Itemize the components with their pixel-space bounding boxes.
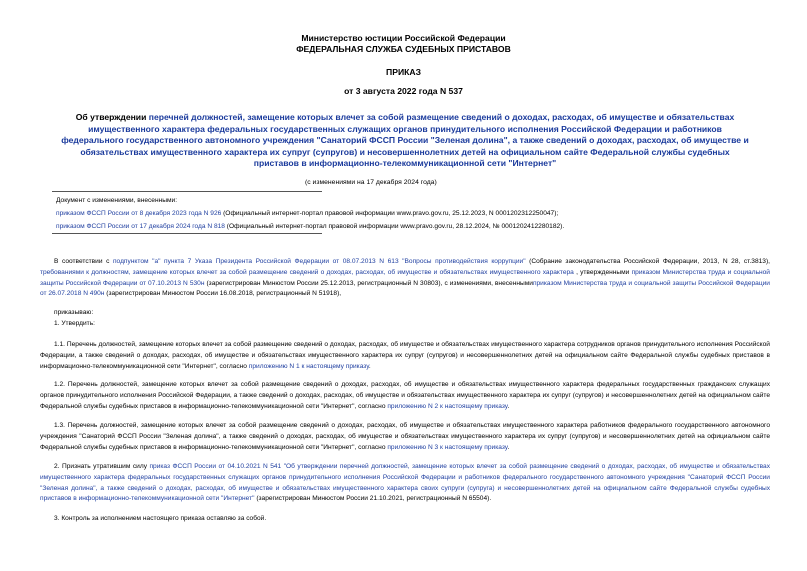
changes-block — [56, 194, 776, 233]
preamble-text: В соответствии с — [54, 258, 113, 265]
preamble-text: (Собрание законодательства Российской Федерации, 2013, N 28, ст.3813), — [525, 258, 770, 265]
item-2-end: (зарегистрирован Минюстом России 21.10.2021, регистрационный N 65504). — [254, 495, 492, 503]
item-2-text: 2. Признать утратившим силу — [54, 463, 150, 470]
appendix-2-link[interactable]: приложению N 2 к настоящему приказу — [387, 402, 508, 410]
appendix-3-link[interactable]: приложению N 3 к настоящему приказу — [387, 443, 508, 451]
item-1-2-text: 1.2. Перечень должностей, замещение которых влечет за собой размещение сведений о доходах, расходах, об имуществе и обязательствах имущественного характера федеральных государственных гражданских служащих органов принудительного исполнения Российской Федерации, а также сведений о доходах, расходах, об имуществе и обязательствах имущественного характера их супруг (супругов) и несовершеннолетних детей на официальном сайте Федеральной службы судебных приставов в информационно-телекоммуникационной сети "Интернет", согласно — [40, 381, 770, 410]
change-text-1: (Официальный интернет-портал правовой информации www.pravo.gov.ru, 25.12.2023, N 0001202312250047); — [221, 210, 559, 217]
preamble-link-order-490n[interactable]: приказом Министерства труда и социальной защиты Российской Федерации от 26.07.2018 N 490н — [40, 279, 770, 298]
ministry-name: Министерство юстиции Российской Федерации — [301, 33, 506, 43]
service-name: ФЕДЕРАЛЬНАЯ СЛУЖБА СУДЕБНЫХ ПРИСТАВОВ — [296, 44, 511, 54]
document-date-number: от 3 августа 2022 года N 537 — [344, 86, 463, 96]
change-item — [56, 220, 776, 233]
item-1-1-end: . — [368, 362, 371, 370]
document-title — [60, 112, 750, 170]
item-1-2 — [40, 380, 770, 412]
item-1-3-text: 1.3. Перечень должностей, замещение которых влечет за собой размещение сведений о доходах, расходах, об имуществе и обязательствах имущественного характера работников федерального государственного автономного учреждения "Санаторий ФССП России "Зеленая долина", а также сведений о доходах, расходах, об имуществе и обязательствах имущественного характера их супруг (супругов) и несовершеннолетних детей на официальном сайте Федеральной службы судебных приставов в информационно-телекоммуникационной сети "Интернет", согласно — [40, 422, 770, 451]
preamble-text: , утвержденными — [573, 268, 632, 276]
item-3: 3. Контроль за исполнением настоящего приказа оставляю за собой. — [54, 515, 267, 522]
preamble-text: (зарегистрирован Минюстом России 25.12.2013, регистрационный N 30803), с изменениями, внесенными — [204, 279, 533, 287]
item-1-1 — [40, 340, 770, 372]
preamble-paragraph — [40, 257, 770, 300]
repealed-order-link[interactable]: приказ ФССП России от 04.10.2021 N 541 "Об утверждении перечней должностей, замещение которых влечет за собой размещение сведений о доходах, расходах, об имуществе и обязательствах имущественного характера федеральных государственных служащих органов принудительного исполнения Российской Федерации и работников федерального государственного автономного учреждения "Санаторий ФССП России "Зеленая долина", а также сведений о доходах, расходах, об имуществе и обязательствах имущественного характера своих супруги (супруга) и несовершеннолетних детей на официальном сайте Федеральной службы судебных приставов в информационно-телекоммуникационной сети "Интернет" — [40, 463, 770, 503]
preamble-link-requirements[interactable]: требованиями к должностям, замещение которых влечет за собой размещение сведений о доходах, расходах, об имуществе и обязательствах имущественного характера — [40, 268, 574, 276]
item-1-1-text: 1.1. Перечень должностей, замещение которых влечет за собой размещение сведений о доходах, расходах, об имуществе и обязательствах имущественного характера сотрудников органов принудительного исполнения Российской Федерации, а также сведений о доходах, расходах, об имуществе и обязательствах имущественного характера их супруг (супругов) и несовершеннолетних детей на официальном сайте Федеральной службы судебных приставов в информационно-телекоммуникационной сети "Интернет", согласно — [40, 341, 770, 370]
item-1-3-end: . — [507, 443, 510, 451]
title-link[interactable]: перечней должностей, замещение которых влечет за собой размещение сведений о доходах, расходах, об имуществе и обязательствах имущественного характера федеральных государственных служащих органов принудительного исполнения Российской Федерации и работников федерального государственного автономного учреждения "Санаторий ФССП России "Зеленая долина", а также сведений о доходах, расходах, об имуществе и обязательствах имущественного характера их супруг (супругов) и несовершеннолетних детей на официальном сайте Федеральной службы судебных приставов в информационно-телекоммуникационной сети "Интернет" — [61, 112, 749, 169]
divider-bottom — [52, 233, 322, 234]
item-1-2-end: . — [507, 402, 510, 410]
item-2 — [40, 462, 770, 505]
preamble-link-decree[interactable]: подпунктом "а" пункта 7 Указа Президента Российской Федерации от 08.07.2013 N 613 "Вопросы противодействия коррупции" — [112, 258, 526, 265]
changes-intro: Документ с изменениями, внесенными: — [56, 197, 178, 204]
document-type: ПРИКАЗ — [386, 67, 421, 77]
change-text-2: (Официальный интернет-портал правовой информации www.pravo.gov.ru, 28.12.2024, № 0001202412280182). — [224, 223, 565, 230]
preamble-link-order-530n[interactable]: приказом Министерства труда и социальной защиты Российской Федерации от 07.10.2013 N 530н — [40, 268, 770, 287]
order-word: приказываю: — [54, 309, 94, 316]
change-link-2[interactable]: приказом ФССП России от 17 декабря 2024 года N 818 — [56, 223, 225, 230]
title-prefix: Об утверждении — [75, 112, 149, 122]
item-1: 1. Утвердить: — [54, 320, 95, 327]
preamble-text: (зарегистрирован Минюстом России 16.08.2018, регистрационный N 51918), — [104, 290, 342, 298]
edition-note: (с изменениями на 17 декабря 2024 года) — [305, 179, 437, 186]
change-link-1[interactable]: приказом ФССП России от 8 декабря 2023 года N 926 — [56, 210, 222, 217]
appendix-1-link[interactable]: приложению N 1 к настоящему приказу — [248, 362, 369, 370]
item-1-3 — [40, 421, 770, 453]
change-item — [56, 207, 776, 220]
divider-top — [52, 191, 322, 192]
